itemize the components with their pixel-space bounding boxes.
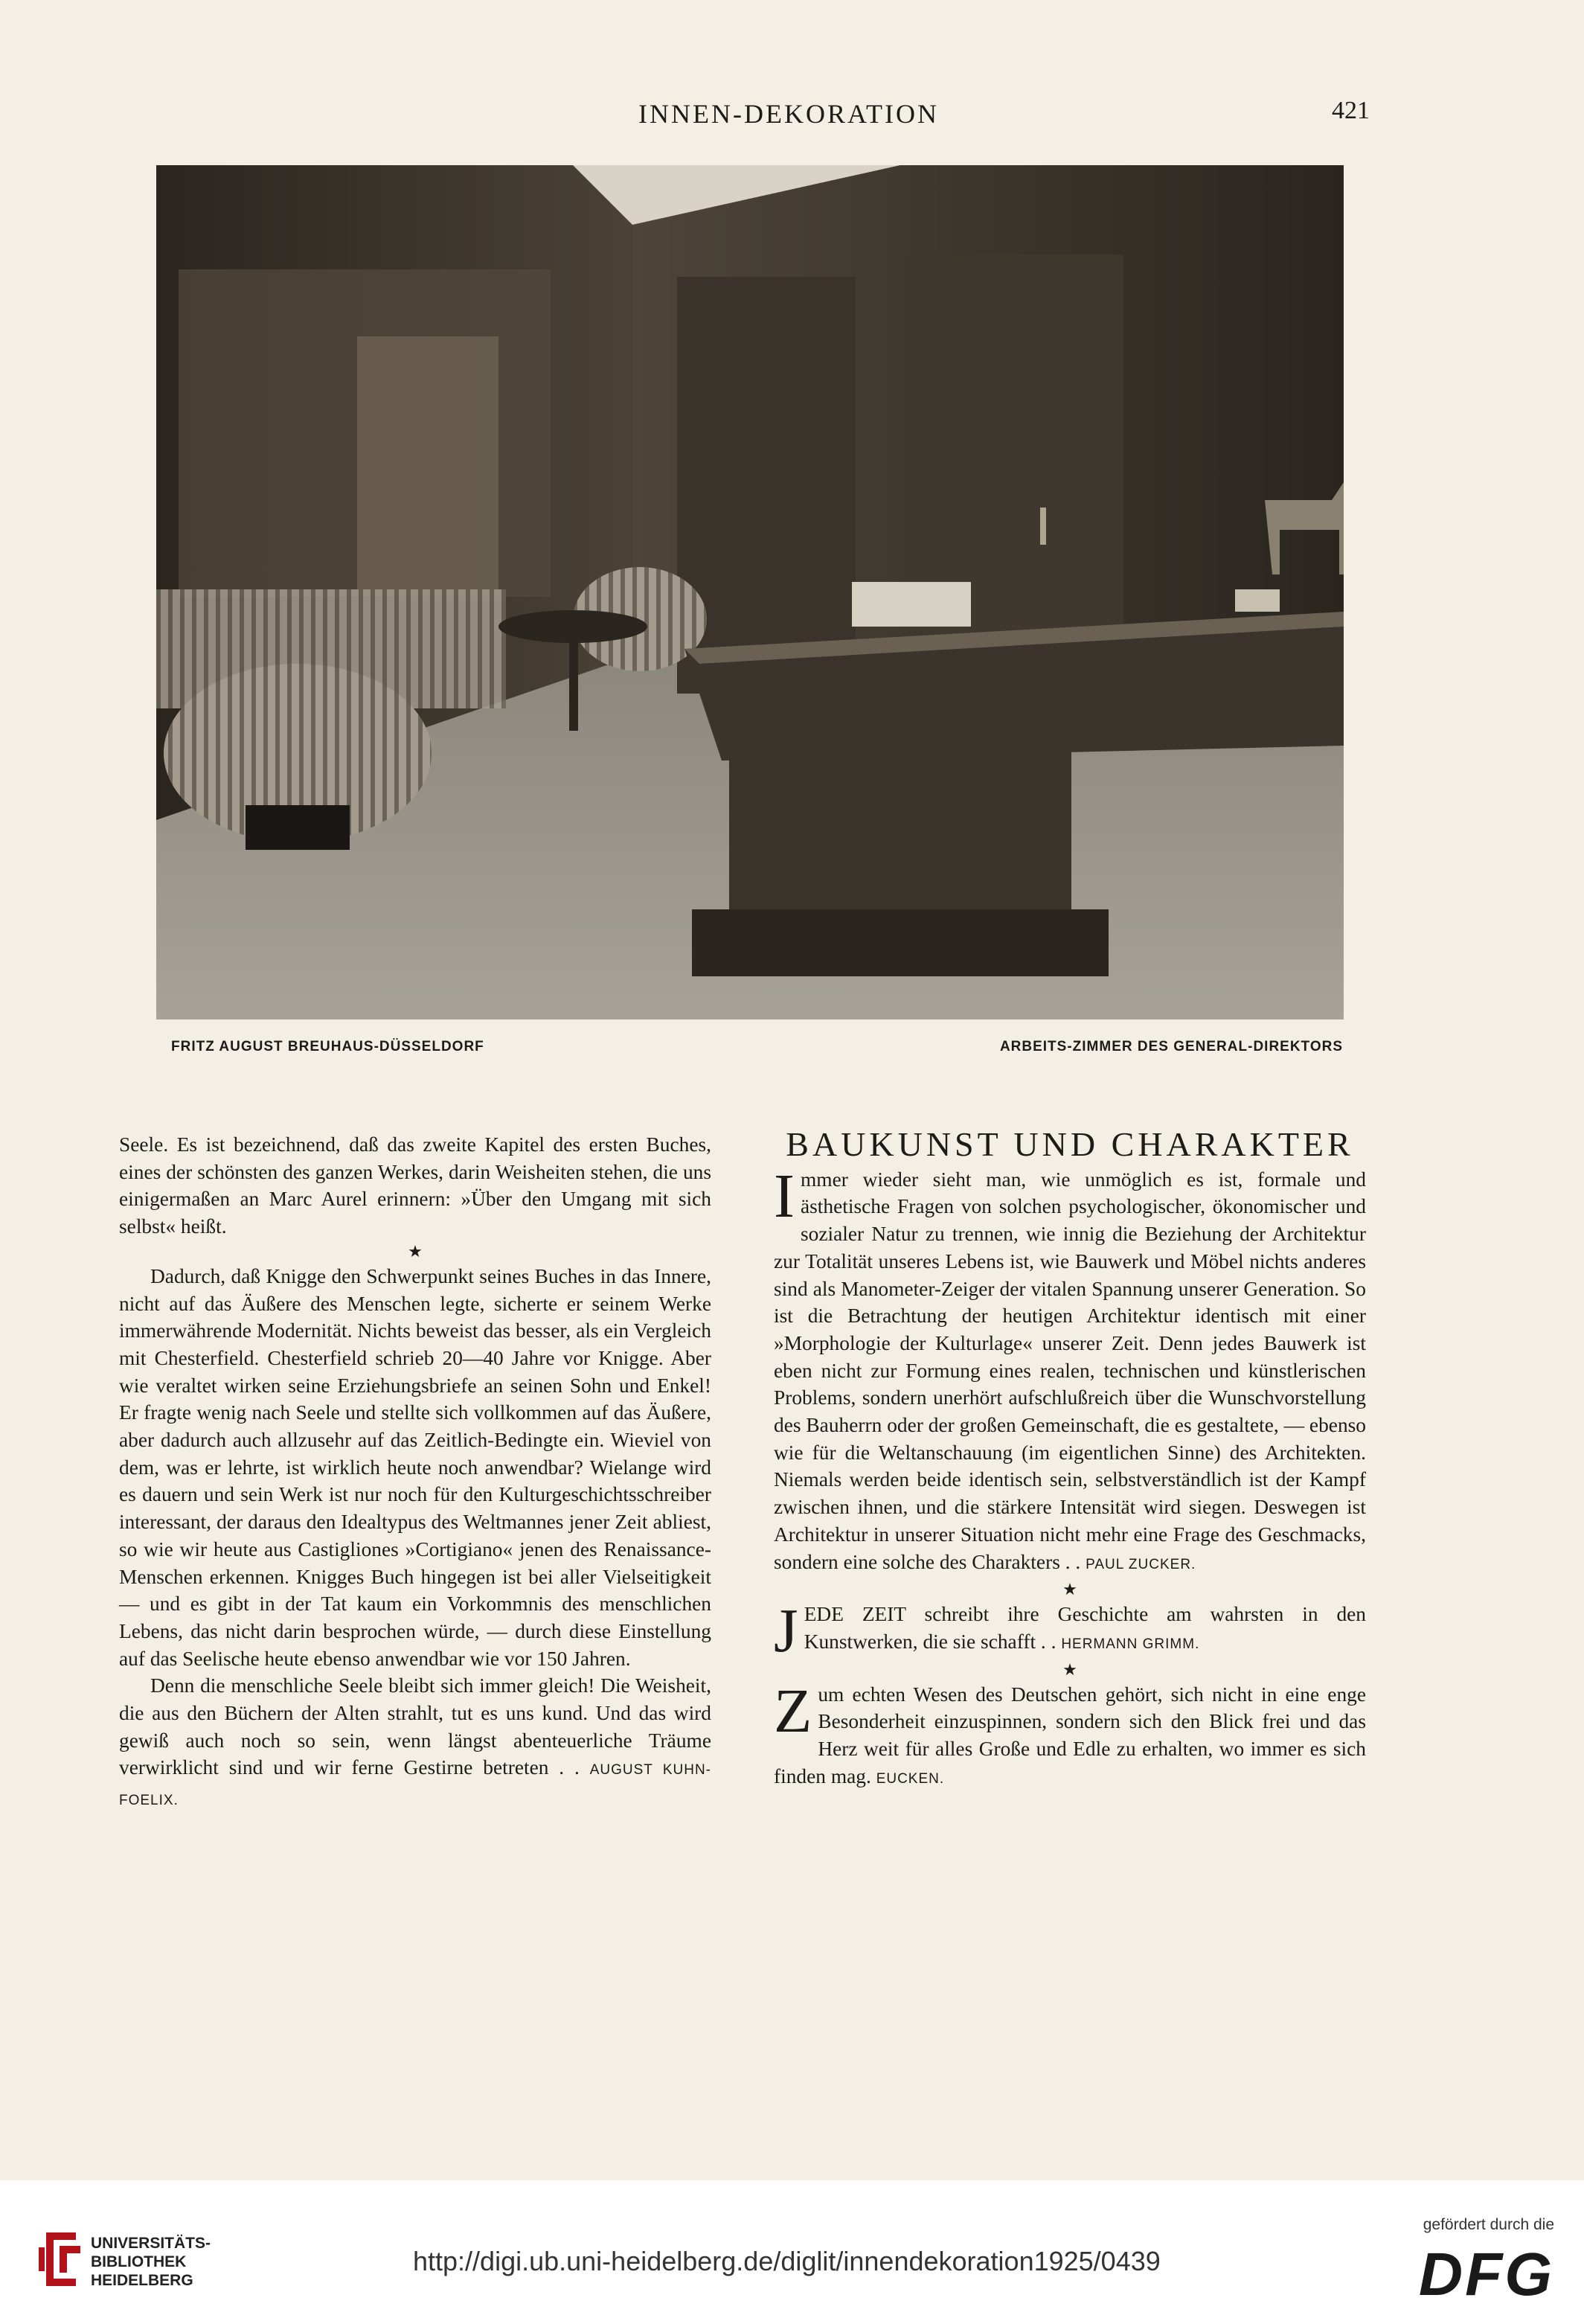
left-column bbox=[119, 1131, 711, 1815]
separator-star: ★ bbox=[1062, 1659, 1077, 1679]
digitization-footer bbox=[0, 2180, 1584, 2324]
paragraph: Seele. Es ist bezeichnend, daß das zweite Kapitel des ersten Buches, eines der schönsten des ganzen Werkes, darin Weisheiten stehen, die uns einigermaßen an Marc Aurel erinnern: »Über den Umgang mit sich selbst« heißt. bbox=[119, 1133, 711, 1238]
paragraph-text: Denn die menschliche Seele bleibt sich immer gleich! Die Weisheit, die aus den Büchern der Alten strahlt, tut es uns kund. Und das wird gewiß auch noch so sein, wenn längst abenteuerliche Träume verwirklicht sind und wir ferne Gestirne betreten . . bbox=[119, 1674, 711, 1779]
quote-paragraph bbox=[774, 1596, 1366, 1666]
essay-text: mmer wieder sieht man, wie unmöglich es ist, formale und ästhetische Fragen von solchen psychologischer, ökonomischer und sozialer Natur zu trennen, wie innig die Beziehung der Architektur zur Totalität unseres Lebens ist, wie Bauwerk und Möbel nichts anderes sind als Manometer-Zeiger der vitalen Spannung unserer Generation. So ist die Betrachtung der heutigen Architektur identisch mit einer »Morphologie der Kulturlage« unserer Zeit. Denn jedes Bauwerk ist eben nicht zur Formung eines realen, technischen und künstlerischen Problems, sondern unerhört aufschlußreich über die Wunschvorstellung des Bauherrn oder der großen Gemeinschaft, die es gestaltete, — ebenso wie für die Weltanschauung (im eigentlichen Sinne) des Architekten. Niemals werden beide identisch sein, selbstverständlich ist der Kampf zwischen ihnen, und die stärkere Intensität wird siegen. Deswegen ist Architektur in unserer Situation nicht mehr eine Frage des Geschmacks, sondern eine solche des Charakters . . bbox=[774, 1168, 1366, 1573]
library-name-line: UNIVERSITÄTS- bbox=[91, 2235, 211, 2252]
author-signature: PAUL ZUCKER. bbox=[1086, 1556, 1196, 1572]
article-headline: BAUKUNST UND CHARAKTER bbox=[786, 1125, 1354, 1163]
quote-text: um echten Wesen des Deutschen gehört, sich nicht in eine enge Besonderheit einzuspinnen, sondern sich den Blick frei und das Herz weit für alles Große und Edle zu erhalten, wo immer es sich finden mag. bbox=[774, 1683, 1366, 1787]
paragraph: Dadurch, daß Knigge den Schwerpunkt seines Buches in das Innere, nicht auf das Äußere des Menschen legte, sicherte er seinem Werke immerwährende Modernität. Nichts beweist das besser, als ein Vergleich mit Chesterfield. Chesterfield schrieb 20—40 Jahre vor Knigge. Aber wie veraltet wirken seine Erziehungsbriefe an seinen Sohn und Enkel! Er fragte wenig nach Seele und stellte sich vollkommen auf das Äußere, aber dadurch auch allzusehr auf das Zeitlich-Bedingte ein. Wieviel von dem, was er lehrte, ist wirklich heute noch anwendbar? Wielange wird es dauern und sein Werk ist nur noch für den Kulturgeschichtsschreiber interessant, der daraus den Idealtypus des Weltmannes jener Zeit abliest, so wie wir heute aus Castigliones »Cortigiano« jenen des Renaissance-Menschen erkennen. Knigges Buch hingegen ist bei aller Vielseitigkeit — und es gibt in der Tat kaum ein Vorkommnis des menschlichen Lebens, das nicht darin besprochen würde, — durch diese Einstellung auf das Seelische heute ebenso anwendbar wie vor 150 Jahren. bbox=[119, 1264, 711, 1670]
quote-text: EDE ZEIT schreibt ihre Geschichte am wahrsten in den Kunstwerken, die sie schafft . . bbox=[804, 1603, 1366, 1653]
library-name bbox=[91, 2234, 211, 2290]
right-column bbox=[774, 1125, 1366, 1793]
paragraph bbox=[119, 1672, 711, 1815]
quote-paragraph bbox=[774, 1676, 1366, 1793]
drop-cap: Z bbox=[774, 1676, 812, 1746]
library-logo-icon bbox=[39, 2232, 83, 2290]
drop-cap: I bbox=[774, 1161, 795, 1231]
photo-caption-architect: FRITZ AUGUST BREUHAUS-DÜSSELDORF bbox=[171, 1039, 484, 1054]
funded-by-label: gefördert durch die bbox=[1423, 2216, 1554, 2233]
essay-paragraph bbox=[774, 1161, 1366, 1579]
page-number: 421 bbox=[1332, 97, 1370, 124]
photo-caption-room: ARBEITS-ZIMMER DES GENERAL-DIREKTORS bbox=[999, 1039, 1343, 1054]
permalink-url[interactable]: http://digi.ub.uni-heidelberg.de/diglit/innendekoration1925/0439 bbox=[413, 2246, 1161, 2276]
separator-star: ★ bbox=[408, 1241, 423, 1261]
dfg-logo: DFG bbox=[1418, 2241, 1554, 2308]
author-signature: EUCKEN. bbox=[876, 1770, 945, 1787]
library-name-line: HEIDELBERG bbox=[91, 2272, 193, 2289]
author-signature: HERMANN GRIMM. bbox=[1061, 1636, 1200, 1652]
author-signature: AUGUST KUHN-FOELIX. bbox=[119, 1762, 711, 1809]
running-head: INNEN-DEKORATION bbox=[638, 99, 939, 129]
drop-cap: J bbox=[774, 1596, 798, 1666]
library-name-line: BIBLIOTHEK bbox=[91, 2253, 187, 2270]
separator-star: ★ bbox=[1062, 1580, 1077, 1599]
interior-photograph bbox=[156, 165, 1344, 1019]
